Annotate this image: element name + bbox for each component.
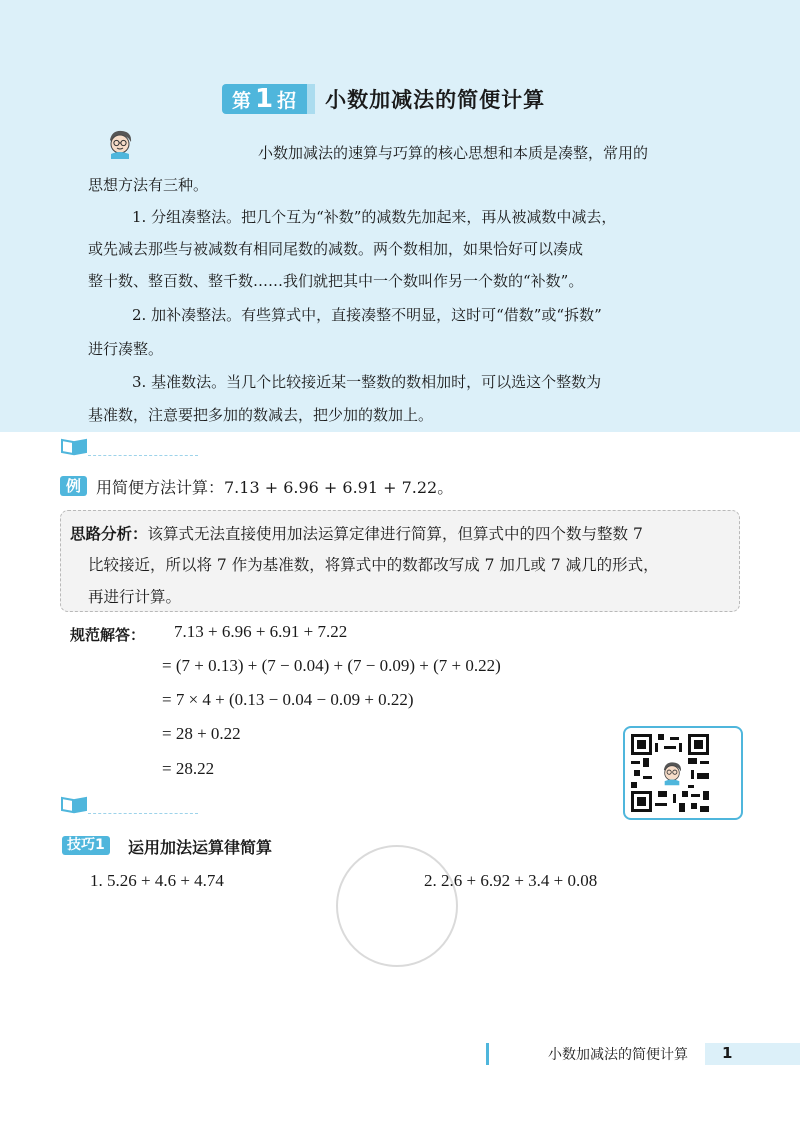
analysis-line: 再进行计算。: [88, 588, 182, 606]
section-divider: [88, 455, 198, 456]
intro-line: 进行凑整。: [88, 340, 164, 358]
solution-step: = 7 × 4 + (0.13 − 0.04 − 0.09 + 0.22): [162, 690, 414, 709]
analysis-line: 比较接近，所以将 7 作为基准数，将算式中的数都改写成 7 加几或 7 减几的形式，: [88, 556, 659, 574]
intro-line: 或先减去那些与被减数有相同尾数的减数。两个数相加，如果恰好可以凑成: [88, 240, 584, 258]
solution-label: 规范解答：: [70, 626, 146, 644]
tip-title: 运用加法运算律简算: [128, 838, 273, 857]
intro-line: 基准数，注意要把多加的数减去，把少加的数加上。: [88, 406, 434, 424]
solution-step: 7.13 + 6.96 + 6.91 + 7.22: [174, 622, 348, 641]
section-divider: [88, 813, 198, 814]
practice-problem: 2. 2.6 + 6.92 + 3.4 + 0.08: [424, 871, 598, 890]
avatar-icon: [104, 128, 136, 160]
analysis-line: [70, 522, 643, 544]
solution-step: = 28.22: [162, 759, 215, 778]
example-question: 用简便方法计算：7.13 + 6.96 + 6.91 + 7.22。: [96, 478, 454, 497]
title-text: 小数加减法的简便计算: [325, 88, 546, 112]
intro-line: 小数加减法的速算与巧算的核心思想和本质是凑整，常用的: [258, 144, 649, 162]
footer-band: [705, 1043, 800, 1065]
intro-line: 思想方法有三种。: [88, 176, 209, 194]
practice-problem: 1. 5.26 + 4.6 + 4.74: [90, 871, 224, 890]
qr-avatar-icon: [659, 760, 685, 786]
analysis-label: 思路分析：: [70, 525, 148, 543]
watermark-stamp: [322, 836, 472, 976]
page-title: [222, 84, 545, 114]
title-badge-prefix: 第: [232, 89, 253, 112]
book-icon: [60, 436, 88, 456]
example-label: 例: [60, 476, 87, 496]
tip-label: 技巧1: [62, 836, 110, 855]
title-badge-number: 1: [255, 84, 275, 114]
title-badge-suffix: 招: [277, 89, 298, 112]
qr-code-card[interactable]: [623, 726, 743, 820]
footer-title: 小数加减法的简便计算: [548, 1047, 688, 1063]
intro-line: 1. 分组凑整法。把几个互为“补数”的减数先加起来，再从被减数中减去，: [132, 208, 617, 226]
intro-line: 3. 基准数法。当几个比较接近某一整数的数相加时，可以选这个整数为: [132, 373, 602, 391]
book-icon: [60, 794, 88, 814]
footer-accent: [486, 1043, 489, 1065]
analysis-text: 该算式无法直接使用加法运算定律进行简算，但算式中的四个数与整数 7: [147, 525, 643, 543]
title-badge: [222, 84, 307, 114]
page-number: 1: [722, 1044, 733, 1062]
title-divider: [307, 84, 315, 114]
intro-line: 整十数、整百数、整千数……我们就把其中一个数叫作另一个数的“补数”。: [88, 272, 584, 290]
solution-step: = (7 + 0.13) + (7 − 0.04) + (7 − 0.09) + (7 + 0.22): [162, 656, 501, 675]
solution-step: = 28 + 0.22: [162, 724, 241, 743]
intro-line: 2. 加补凑整法。有些算式中，直接凑整不明显，这时可“借数”或“拆数”: [132, 306, 602, 324]
